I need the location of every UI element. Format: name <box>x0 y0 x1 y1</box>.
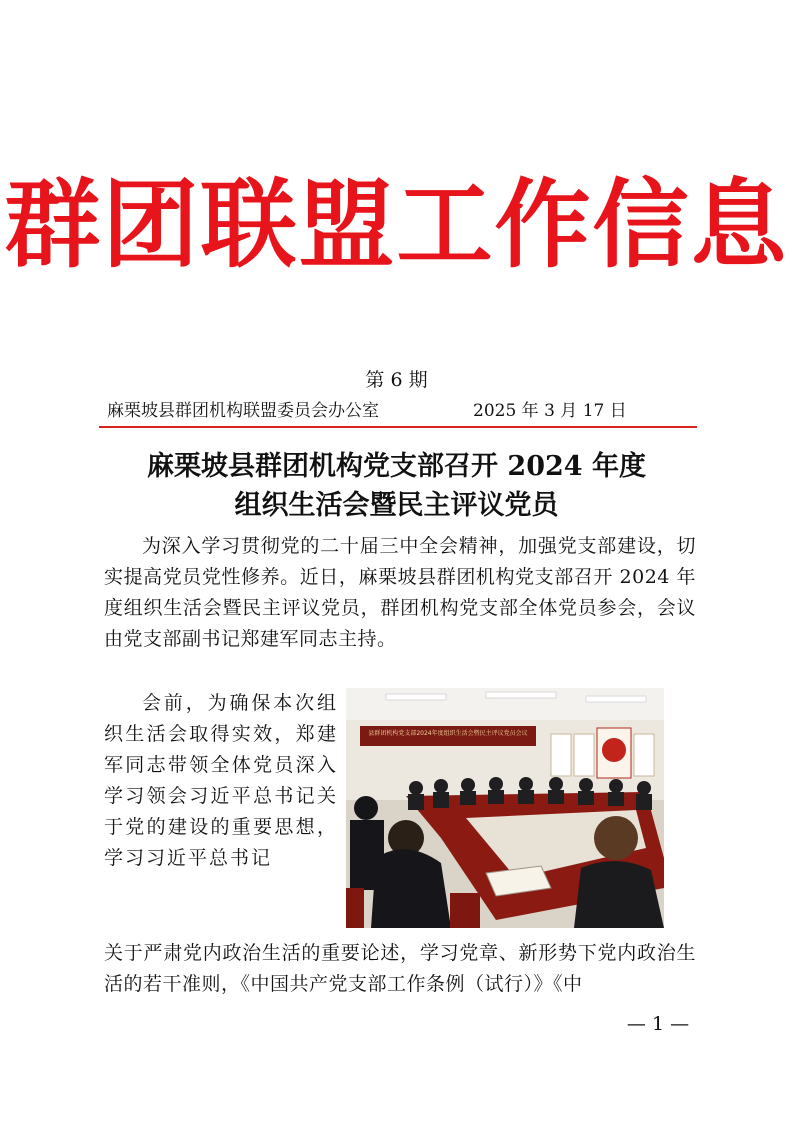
article-title-line1: 麻栗坡县群团机构党支部召开 2024 年度 <box>147 451 646 482</box>
meeting-photo-illustration <box>346 688 664 928</box>
article-title <box>100 447 693 525</box>
article-paragraph-2-wrap: 会前，为确保本次组织生活会取得实效，郑建军同志带领全体党员深入学习领会习近平总书记关于党的建设的重要思想，学习习近平总书记 <box>104 692 338 869</box>
page-number: — 1 — <box>626 1013 690 1035</box>
photo-banner-text: 县群团机构党支部2024年度组织生活会暨民主评议党员会议 <box>368 730 528 737</box>
article-title-line2: 组织生活会暨民主评议党员 <box>234 490 559 521</box>
article-paragraph-1: 为深入学习贯彻党的二十届三中全会精神，加强党支部建设，切实提高党员党性修养。近日，麻栗坡县群团机构党支部召开 2024 年度组织生活会暨民主评议党员，群团机构党支部全体党员参会，会议由党支部副书记郑建军同志主持。 <box>104 535 696 650</box>
article-paragraph-2-continued: 关于严肃党内政治生活的重要论述，学习党章、新形势下党内政治生活的若干准则，《中国共产党支部工作条例（试行）》《中 <box>104 942 696 995</box>
issue-date: 2025 年 3 月 17 日 <box>473 401 627 421</box>
issuing-office: 麻栗坡县群团机构联盟委员会办公室 <box>107 401 379 421</box>
meeting-photo <box>346 688 664 928</box>
red-divider <box>99 426 697 428</box>
meta-row <box>107 399 693 423</box>
masthead-title: 群团联盟工作信息 <box>4 169 789 281</box>
issue-number: 第 6 期 <box>365 369 428 391</box>
